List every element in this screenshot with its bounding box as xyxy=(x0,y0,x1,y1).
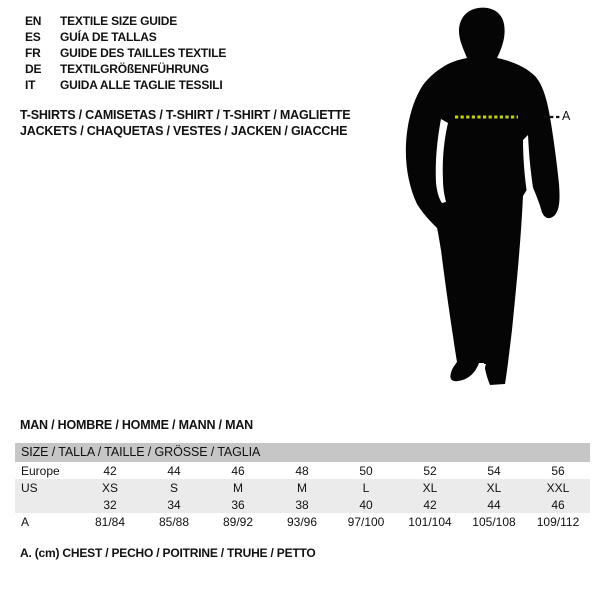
size-value-cell: L xyxy=(362,480,370,495)
size-value-cell: 54 xyxy=(487,463,501,478)
man-silhouette xyxy=(406,8,560,385)
size-value-cell: 36 xyxy=(231,497,245,512)
size-value-cell: 50 xyxy=(359,463,373,478)
garment-types-line2: JACKETS / CHAQUETAS / VESTES / JACKEN / GIACCHE xyxy=(20,124,348,138)
size-value-cell: 48 xyxy=(295,463,309,478)
size-value-cell: 56 xyxy=(551,463,565,478)
table-row xyxy=(15,513,590,530)
size-value-cell: M xyxy=(297,480,307,495)
size-value-cell: 89/92 xyxy=(222,514,254,529)
size-value-cell: 81/84 xyxy=(94,514,126,529)
size-value-cell: 44 xyxy=(487,497,501,512)
language-code: IT xyxy=(25,78,36,92)
language-code: DE xyxy=(25,62,42,76)
language-guide-title: GUIDE DES TAILLES TEXTILE xyxy=(60,46,227,60)
size-value-cell: 38 xyxy=(295,497,309,512)
size-value-cell: 101/104 xyxy=(408,514,452,529)
size-value-cell: XL xyxy=(486,480,502,495)
table-row xyxy=(15,496,590,513)
section-title-man: MAN / HOMBRE / HOMME / MANN / MAN xyxy=(20,418,253,432)
size-value-cell: 32 xyxy=(103,497,117,512)
size-value-cell: 42 xyxy=(423,497,437,512)
row-label: US xyxy=(21,480,38,495)
size-value-cell: 46 xyxy=(551,497,565,512)
size-value-cell: XXL xyxy=(546,480,570,495)
size-value-cell: 46 xyxy=(231,463,245,478)
size-value-cell: 109/112 xyxy=(536,514,580,529)
size-value-cell: S xyxy=(169,480,178,495)
row-label: A xyxy=(21,514,30,529)
row-label xyxy=(15,496,78,513)
language-code: ES xyxy=(25,30,41,44)
legs-gap xyxy=(478,364,486,386)
size-table-header: SIZE / TALLA / TAILLE / GRÖSSE / TAGLIA xyxy=(15,443,590,462)
size-value-cell: XL xyxy=(422,480,438,495)
size-value-cell: 85/88 xyxy=(158,514,190,529)
table-row xyxy=(15,462,590,479)
size-value-cell: 93/96 xyxy=(286,514,318,529)
language-code: EN xyxy=(25,14,42,28)
size-value-cell: 97/100 xyxy=(347,514,385,529)
size-value-cell: XS xyxy=(101,480,118,495)
measurement-label-a: A xyxy=(562,109,571,123)
language-guide-title: TEXTILGRÖßENFÜHRUNG xyxy=(60,62,209,76)
language-guide-title: GUIDA ALLE TAGLIE TESSILI xyxy=(60,78,223,92)
size-value-cell: 34 xyxy=(167,497,181,512)
size-value-cell: 44 xyxy=(167,463,181,478)
size-value-cell: 42 xyxy=(103,463,117,478)
size-value-cell: 40 xyxy=(359,497,373,512)
row-label: Europe xyxy=(21,463,60,478)
size-value-cell: 105/108 xyxy=(472,514,516,529)
size-value-cell: M xyxy=(233,480,243,495)
table-row xyxy=(15,479,590,496)
language-guide-title: GUÍA DE TALLAS xyxy=(60,30,157,44)
measurement-footnote: A. (cm) CHEST / PECHO / POITRINE / TRUHE / PETTO xyxy=(20,546,316,560)
language-code: FR xyxy=(25,46,41,60)
size-table xyxy=(15,443,590,530)
language-guide-title: TEXTILE SIZE GUIDE xyxy=(60,14,178,28)
garment-types-line1: T-SHIRTS / CAMISETAS / T-SHIRT / T-SHIRT / MAGLIETTE xyxy=(20,108,351,122)
size-value-cell: 52 xyxy=(423,463,437,478)
